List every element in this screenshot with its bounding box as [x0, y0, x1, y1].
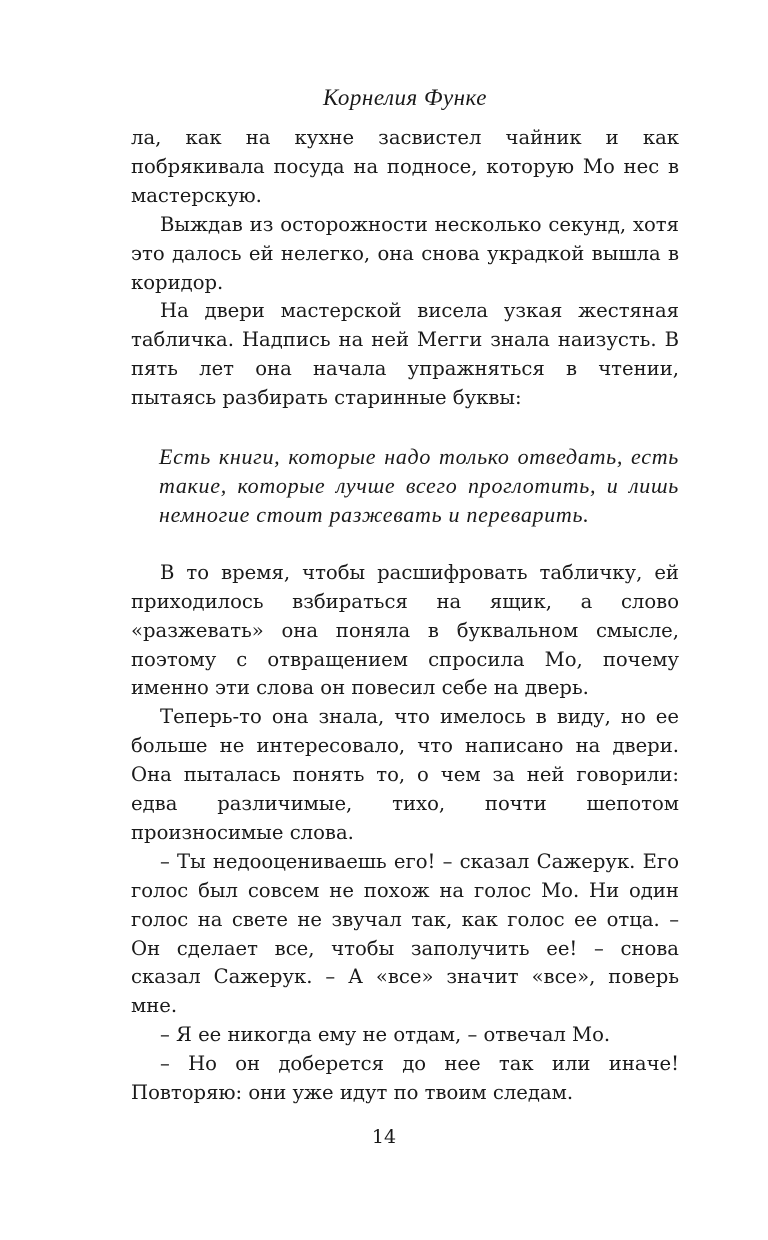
dialogue-line: – Ты недооцениваешь его! – сказал Сажерук. Его голос был совсем не похож на голос Мо. Ни один голос на свете не звучал так, как голос ее отца. – Он сделает все, чтобы заполучить ее! – снова сказал Сажерук. – А «все» значит «все», поверь мне. — [131, 849, 679, 1018]
paragraph: В то время, чтобы расшифровать табличку, ей приходилось взбираться на ящик, а слово «разжевать» она поняла в буквальном смысле, поэтому с отвращением спросила Мо, почему именно эти слова он повесил себе на дверь. — [131, 560, 679, 700]
epigraph-text: Есть книги, которые надо только отведать, есть такие, которые лучше всего проглотить, и лишь немногие стоит разжевать и переварить. — [159, 444, 679, 527]
running-head-author: Корнелия Функе — [323, 85, 487, 110]
page-number: 14 — [371, 1126, 397, 1148]
paragraph-continued: ла, как на кухне засвистел чайник и как побрякивала посуда на подносе, которую Мо нес в мастерскую. — [131, 126, 679, 207]
body-text — [131, 124, 679, 1108]
paragraph: Теперь-то она знала, что имелось в виду, но ее больше не интересовало, что написано на двери. Она пыталась понять то, о чем за ней говорили: едва различимые, тихо, почти шепотом произносимые слова. — [131, 705, 679, 844]
dialogue-line: – Я ее никогда ему не отдам, – отвечал Мо. — [160, 1023, 611, 1047]
paragraph: На двери мастерской висела узкая жестяная табличка. Надпись на ней Мегги знала наизусть. В пять лет она начала упражняться в чтении, пытаясь разбирать старинные буквы: — [131, 299, 679, 410]
dialogue-line: – Но он доберется до нее так или иначе! Повторяю: они уже идут по твоим следам. — [131, 1052, 679, 1105]
epigraph-quote — [159, 443, 679, 530]
paragraph: Выждав из осторожности несколько секунд, хотя это далось ей нелегко, она снова украдкой вышла в коридор. — [131, 212, 679, 294]
book-page — [131, 80, 679, 1108]
